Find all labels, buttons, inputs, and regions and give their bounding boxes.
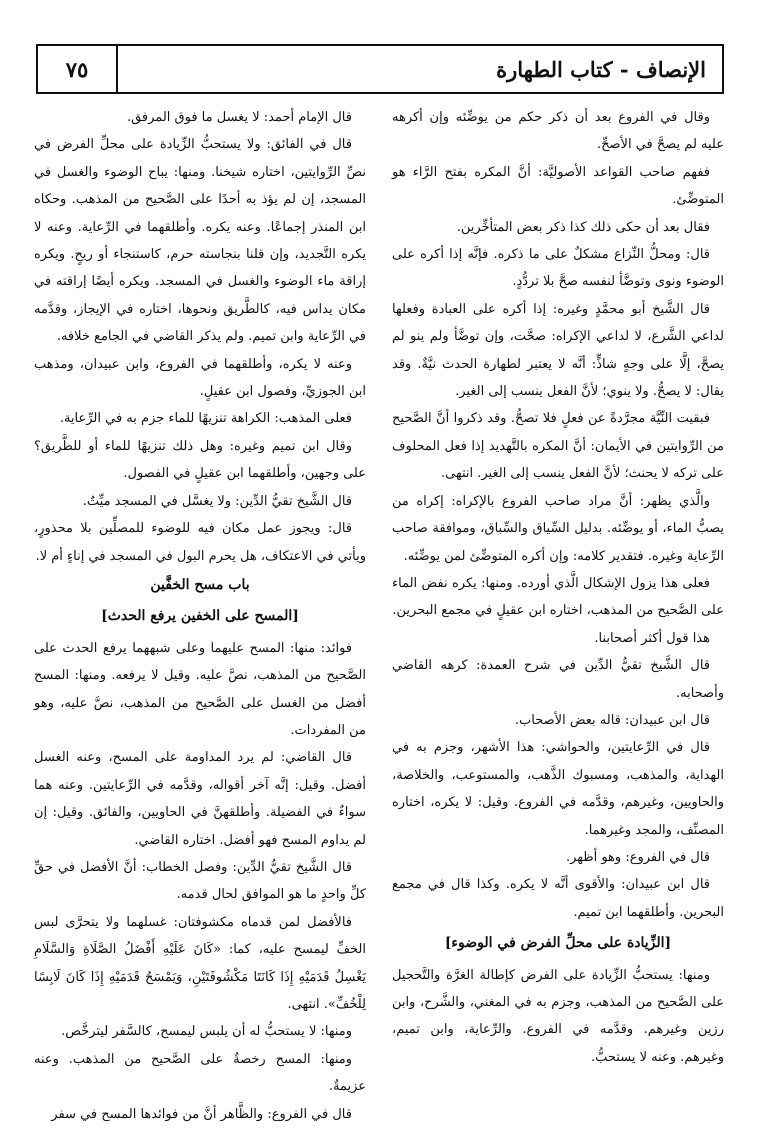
left-text-column (34, 104, 366, 1122)
paragraph: هذا قول أكثر أصحابنا. (594, 630, 710, 646)
paragraph: وقال ابن تميم وغيره: وهل ذلك تنزيهًا للماء أو للطَّريق؟ على وجهين، وأطلقهما ابن عقيلٍ في الفصول. (34, 438, 366, 482)
subsection-heading: [المسح على الخفين يرفع الحدث] (101, 608, 299, 625)
paragraph: ومنها: المسح رخصةٌ على الصَّحيح من المذهب. وعنه عزيمةٌ. (34, 1051, 366, 1095)
paragraph: فعلى المذهب: الكراهة تنزيهًا للماء جزم به في الرِّعاية. (59, 411, 352, 427)
paragraph: فعلى هذا يزول الإشكال الَّذي أورده. ومنها: يكره نفض الماء على الصَّحيح من المذهب، اختاره ابن عقيلٍ في مجمع البحرين. (392, 575, 724, 619)
paragraph: قال في الفروع: والظَّاهر أنَّ من فوائدها المسح في سفر (51, 1106, 352, 1122)
paragraph: وعنه لا يكره، وأطلقهما في الفروع، وابن عبيدان، ومذهب ابن الجوزيِّ، وفصول ابن عقيلٍ. (34, 356, 366, 400)
paragraph: قال الشَّيخ تقيُّ الدِّين: ولا يغسَّل في المسجد ميِّتٌ. (82, 493, 352, 509)
paragraph: قال: ومحلُّ النِّزاع مشكلٌ على ما ذكره. فإنَّه إذا أكره على الوضوء ونوى وتوضَّأ لنفسه صحَّ بلا تردُّدٍ. (392, 247, 724, 290)
paragraph: قال في الفائق: ولا يستحبُّ الزِّيادة على محلِّ الفرض في نصِّ الرِّوايتين، اختاره شيخنا. ومنها: يباح الوضوء والغسل في المسجد، إن لم يؤذ به أحدًا على الصَّحيح من المذهب. وحكاه ابن المنذر إجماعًا. وعنه يكره. وأطلقهما في الرِّعاية. وعنه لا يكره التَّجديد، وإن قلنا بنجاسته حرم، كاستنجاء أو ريحٍ. ويكره إراقة ماء الوضوء والغسل في المسجد. ويكره أيضًا إراقته في مكان يداس فيه، كالطَّريق ونحوها، اختاره في الإيجاز، وقدَّمه في الرِّعاية وابن تميم. ولم يذكر القاضي في الجامع خلافه. (34, 137, 366, 345)
paragraph: قال ابن عبيدان: قاله بعض الأصحاب. (514, 712, 710, 728)
paragraph: قال الشَّيخ أبو محمَّدٍ وغيره: إذا أكره على العبادة وفعلها لداعي الشَّرع، لا لداعي الإكراه: صحَّت، وإن توضَّأ ولم ينو لم يصحَّ، إلَّا على وجهٍ شاذٍّ: أنَّه لا يعتبر لطهارة الحدث نيَّةٌ. وقد يقال: لا يصحُّ. ولا ينوي؛ لأنَّ الفعل ينسب إلى الغير. (392, 301, 724, 400)
paragraph: وقال في الفروع بعد أن ذكر حكم من يوضِّئه وإن أكرهه عليه لم يصحَّ في الأصحِّ. (392, 110, 724, 153)
section-heading: باب مسح الخفَّين (150, 576, 250, 593)
paragraph: ومنها: لا يستحبُّ له أن يلبس ليمسح، كالسَّفر ليترخَّص. (61, 1024, 352, 1040)
paragraph: قال في الفروع: وهو أظهر. (565, 849, 710, 865)
page-number: ٧٥ (38, 46, 118, 92)
right-text-column (392, 104, 724, 1094)
paragraph: والَّذي يظهر: أنَّ مراد صاحب الفروع بالإكراه: إكراه من يصبُّ الماء، أو يوضِّئه. بدليل السِّياق والسِّباق، وموافقة صاحب الرِّعاية وغيره. فتقدير كلامه: وإن أكره المتوضِّئ لمن يوضِّئه. (392, 493, 724, 564)
paragraph: قال الشَّيخ تقيُّ الدِّين في شرح العمدة: كرهه القاضي وأصحابه. (392, 658, 724, 701)
paragraph: ومنها: يستحبُّ الزِّيادة على الفرض كإطالة الغرَّة والتَّحجيل على الصَّحيح من المذهب، وجزم به في المغني، والشَّرح، وابن رزين وغيرهم. وقدَّمه في الفروع. والرِّعاية، وابن تميم، وغيرهم. وعنه لا يستحبُّ. (392, 967, 724, 1065)
paragraph: فبقيت النِّيَّة مجرَّدةً عن فعلٍ فلا تصحُّ. وقد ذكروا أنَّ الصَّحيح من الرِّوايتين في الأيمان: أنَّ المكره بالتَّهديد إذا فعل المحلوف على تركه لا يحنث؛ لأنَّ الفعل ينسب إلى الغير. انتهى. (392, 411, 724, 482)
paragraph: قال الشَّيخ تقيُّ الدِّين: وفصل الخطاب: أنَّ الأفضل في حقِّ كلِّ واحدٍ ما هو الموافق لحال قدمه. (34, 859, 366, 903)
running-title: الإنصاف - كتاب الطهارة (496, 56, 706, 82)
paragraph: ففهم صاحب القواعد الأصوليَّة: أنَّ المكره بفتح الرَّاء هو المتوضِّئ. (392, 164, 724, 208)
paragraph: قال القاضي: لم يرد المداومة على المسح، وعنه الغسل أفضل. وقيل: إنَّه آخر أقواله، وقدَّمه في الرِّعايتين. وعنه هما سواءٌ في الفضيلة. وأطلقهنَّ في الحاويين، والفائق. وقيل: إن لم يداوم المسح فهو أفضل. اختاره القاضي. (34, 750, 366, 848)
paragraph: فالأفضل لمن قدماه مكشوفتان: غسلهما ولا يتحرَّى لبس الخفِّ ليمسح عليه، كما: «كَانَ عَلَيْهِ أَفْضَلُ الصَّلَاةِ وَالسَّلَامِ يَغْسِلُ قَدَمَيْهِ إِذَا كَانَتَا مَكْشُوفَتَيْنِ، وَيَمْسَحُ قَدَمَيْهِ إِذَا كَانَ لَابِسًا لِلْخُفِّ». انتهى. (34, 914, 366, 1012)
paragraph: فوائد: منها: المسح عليهما وعلى شبههما يرفع الحدث على الصَّحيح من المذهب، نصَّ عليه. وقيل لا يرفعه. ومنها: المسح أفضل من الغسل على الصَّحيح من المذهب، نصَّ عليه، وهو من المفردات. (34, 640, 366, 738)
paragraph: قال الإمام أحمد: لا يغسل ما فوق المرفق. (126, 110, 352, 125)
page-header (36, 44, 724, 94)
paragraph: قال في الرِّعايتين، والحواشي: هذا الأشهر، وجزم به في الهداية، والمذهب، ومسبوك الذَّهب، والمستوعب، والخلاصة، والحاويين، وغيرهم، وقدَّمه في الفروع. وقيل: لا يكره، اختاره المصنِّف، والمجد وغيرهما. (392, 740, 724, 838)
subsection-heading: [الزِّيادة على محلِّ الفرض في الوضوء] (444, 935, 672, 952)
paragraph: قال: ويجوز عمل مكان فيه للوضوء للمصلِّين بلا محذورٍ، ويأتي في الاعتكاف، هل يحرم البول في المسجد في إناءٍ أم لا. (34, 521, 366, 564)
paragraph: قال ابن عبيدان: والأقوى أنَّه لا يكره. وكذا قال في مجمع البحرين. وأطلقهما ابن تميم. (392, 877, 724, 920)
paragraph: فقال بعد أن حكى ذلك كذا ذكر بعض المتأخِّرين. (456, 219, 710, 235)
